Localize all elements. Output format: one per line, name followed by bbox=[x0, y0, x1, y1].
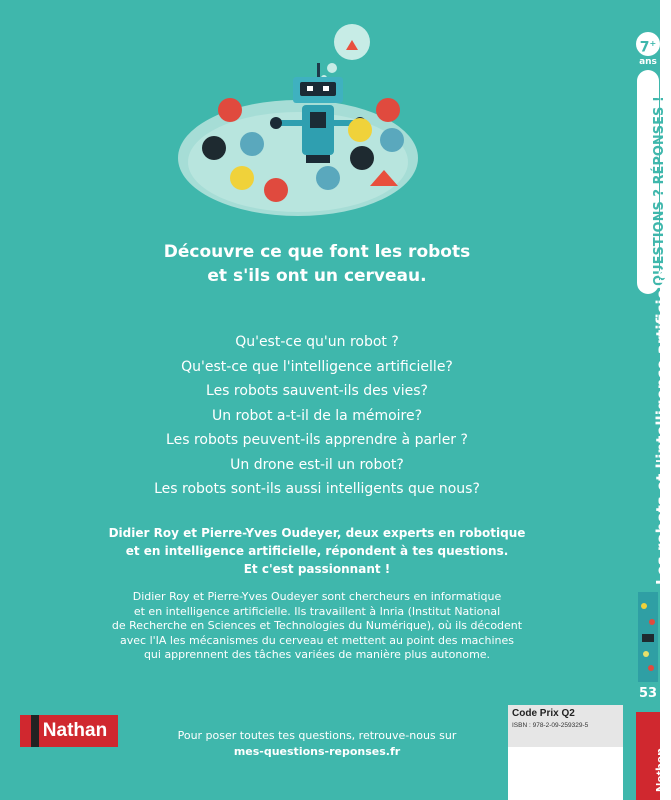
series-number: 53 bbox=[638, 686, 658, 701]
authors-bio bbox=[0, 590, 634, 663]
age-badge bbox=[636, 32, 660, 56]
authors-line: Et c'est passionnant ! bbox=[243, 562, 391, 576]
price-box bbox=[508, 705, 623, 747]
question: Un drone est-il un robot? bbox=[230, 456, 404, 473]
tagline-line: et s'ils ont un cerveau. bbox=[207, 266, 427, 286]
authors-intro bbox=[0, 524, 634, 578]
age-plus: + bbox=[649, 39, 657, 48]
barcode-area bbox=[508, 747, 623, 800]
robot-illustration bbox=[180, 30, 440, 230]
bio-line: de Recherche en Sciences et Technologies du Numérique), où ils décodent bbox=[111, 619, 523, 632]
bio-line: avec l'IA les mécanismes du cerveau et mettent au point des machines bbox=[120, 633, 514, 647]
bio-line: et en intelligence artificielle. Ils travaillent à Inria (Institut National bbox=[133, 604, 501, 618]
tagline bbox=[0, 240, 634, 288]
question: Les robots peuvent-ils apprendre à parler ? bbox=[166, 432, 468, 448]
bio-line: qui apprennent des tâches variées de manière plus autonome. bbox=[143, 648, 491, 661]
spine-illustration bbox=[638, 592, 658, 682]
website-link[interactable]: mes-questions-reponses.fr bbox=[233, 745, 401, 758]
authors-line: et en intelligence artificielle, répondent à tes questions. bbox=[125, 544, 509, 558]
isbn: ISBN : 978-2-09-259329-5 bbox=[512, 722, 589, 729]
question: Un robot a-t-il de la mémoire? bbox=[211, 407, 423, 424]
spine-publisher: Nathan bbox=[653, 747, 668, 792]
authors-line: Didier Roy et Pierre-Yves Oudeyer, deux experts en robotique bbox=[108, 526, 526, 540]
question: Qu'est-ce qu'un robot ? bbox=[235, 334, 399, 350]
footer-text: Pour poser toutes tes questions, retrouve-nous sur bbox=[177, 729, 457, 742]
spine-title: Les robots et l'intelligence artificielle bbox=[653, 268, 671, 585]
age-number: 7 bbox=[639, 39, 650, 56]
question: Les robots sauvent-ils des vies? bbox=[206, 383, 428, 399]
age-unit: ans bbox=[639, 57, 657, 67]
question: Les robots sont-ils aussi intelligents que nous? bbox=[154, 481, 480, 497]
publisher-name: Nathan bbox=[42, 720, 108, 741]
question-list bbox=[0, 330, 634, 502]
bio-line: Didier Roy et Pierre-Yves Oudeyer sont chercheurs en informatique bbox=[132, 590, 502, 603]
price-code: Code Prix Q2 bbox=[512, 708, 575, 719]
tagline-line: Découvre ce que font les robots bbox=[163, 242, 471, 262]
series-name: QUESTIONS ? RÉPONSES ! bbox=[652, 96, 667, 286]
question: Qu'est-ce que l'intelligence artificielle? bbox=[181, 358, 453, 375]
